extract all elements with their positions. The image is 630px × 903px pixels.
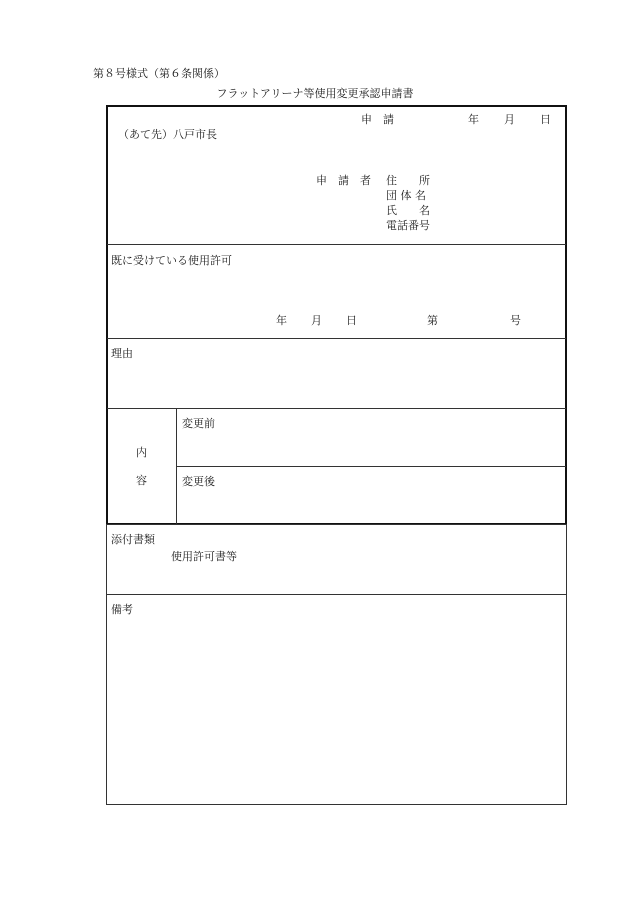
apply-date-label: 申 請	[361, 113, 394, 126]
document-title: フラットアリーナ等使用変更承認申請書	[216, 87, 414, 100]
divider-header	[107, 244, 566, 245]
attachments-item: 使用許可書等	[171, 550, 237, 563]
applicant-address-label: 住 所	[386, 174, 430, 187]
divider-permit	[107, 338, 566, 339]
permit-month-label: 月	[311, 314, 322, 327]
apply-day-label: 日	[540, 113, 551, 126]
apply-year-label: 年	[468, 113, 479, 126]
applicant-name-label: 氏 名	[386, 204, 430, 217]
addressee: （あて先）八戸市長	[118, 128, 217, 141]
lower-form-box	[106, 524, 567, 805]
existing-permit-label: 既に受けている使用許可	[111, 254, 232, 267]
remarks-label: 備考	[111, 603, 133, 616]
applicant-label: 申 請 者	[316, 174, 371, 187]
content-after-label: 変更後	[182, 475, 215, 488]
permit-number-suffix: 号	[510, 314, 521, 327]
content-label-bottom: 容	[136, 474, 147, 487]
divider-before-after	[176, 466, 566, 467]
permit-day-label: 日	[346, 314, 357, 327]
form-number: 第８号様式（第６条関係）	[93, 67, 225, 80]
content-label-top: 内	[136, 446, 147, 459]
content-before-label: 変更前	[182, 417, 215, 430]
divider-attachments	[107, 594, 566, 595]
reason-label: 理由	[111, 347, 133, 360]
apply-month-label: 月	[504, 113, 515, 126]
applicant-organization-label: 団 体 名	[386, 189, 426, 202]
applicant-phone-label: 電話番号	[386, 219, 430, 232]
permit-number-prefix: 第	[427, 314, 438, 327]
attachments-label: 添付書類	[111, 533, 155, 546]
permit-year-label: 年	[276, 314, 287, 327]
